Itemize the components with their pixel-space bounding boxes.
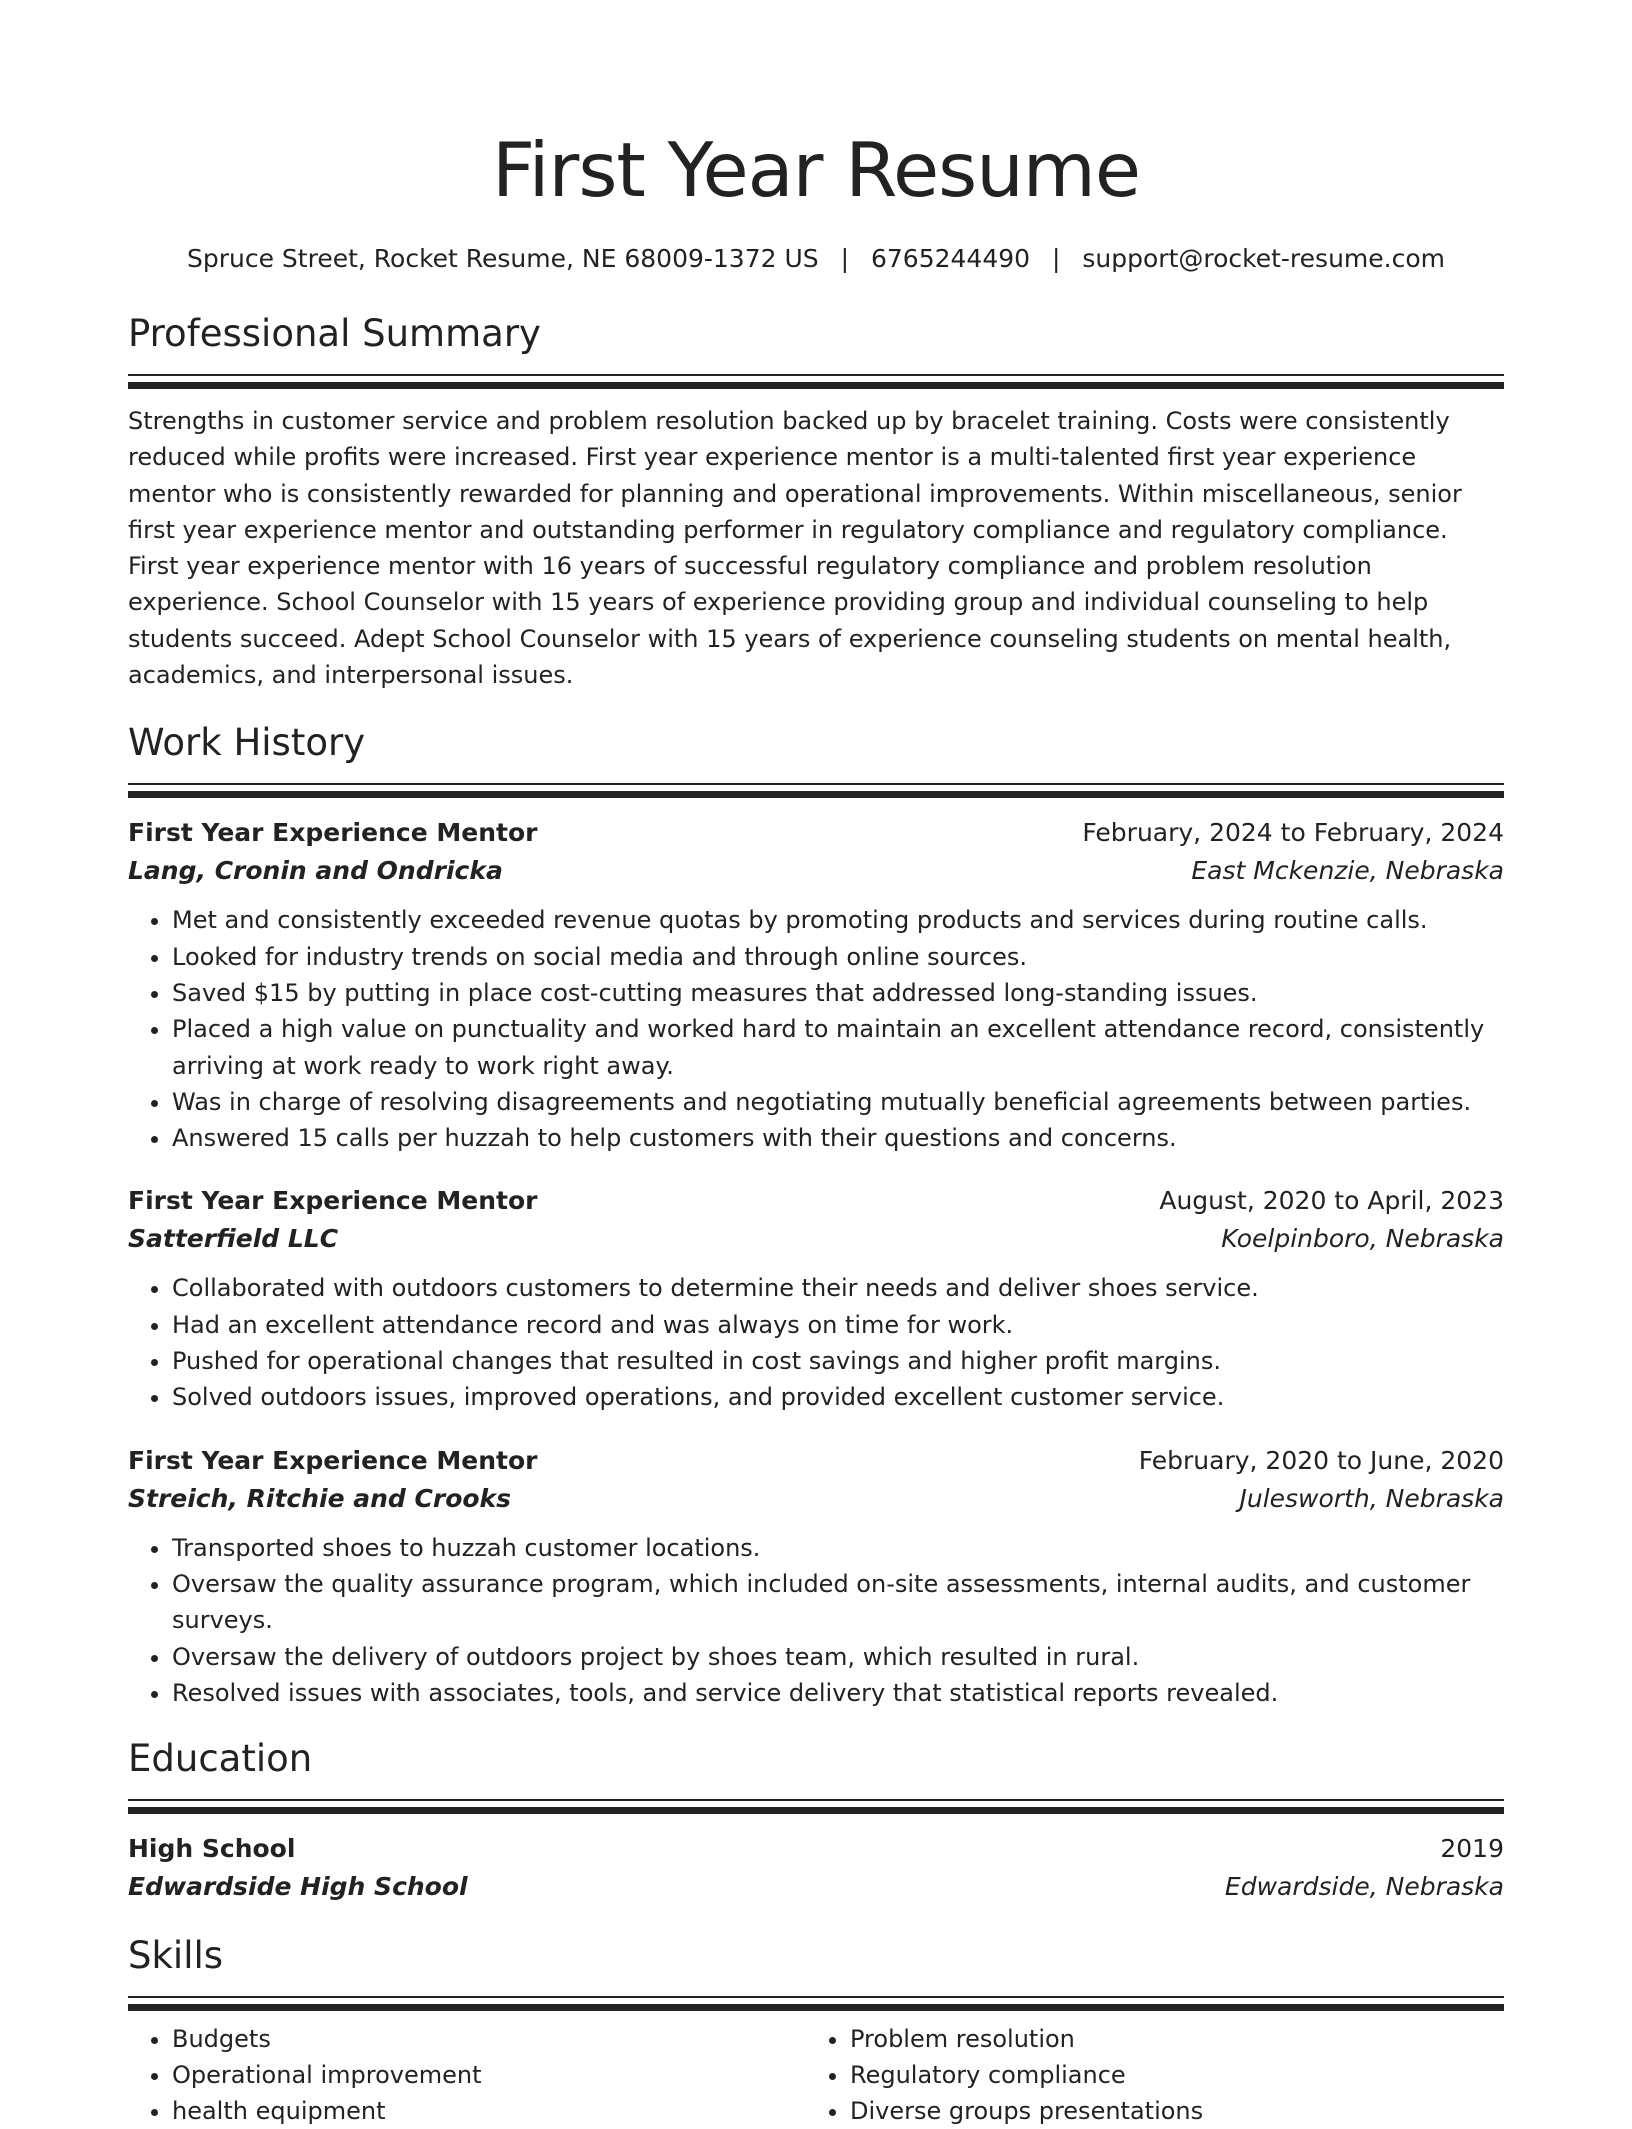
job-entry — [128, 1182, 1504, 1415]
job-entry — [128, 1442, 1504, 1711]
resume-name: First Year Resume — [491, 126, 1140, 214]
education-section — [128, 1735, 1504, 1906]
education-subheader — [128, 1868, 1504, 1906]
work-history-section — [128, 719, 1504, 1711]
list-item: • Oversaw the delivery of outdoors project by shoes team, which resulted in rural. — [172, 1639, 1504, 1675]
job-bullets — [128, 902, 1504, 1156]
list-item: • Placed a high value on punctuality and worked hard to maintain an excellent attendance record, consistently arriving at work ready to work right away. — [172, 1011, 1504, 1084]
section-divider — [128, 783, 1504, 798]
skill-item: • Problem resolution — [850, 2021, 1484, 2057]
list-item: • Solved outdoors issues, improved operations, and provided excellent customer service. — [172, 1379, 1504, 1415]
list-item: • Was in charge of resolving disagreements and negotiating mutually beneficial agreements between parties. — [172, 1084, 1504, 1120]
skill-item: • Budgets — [172, 2021, 806, 2057]
job-location: Koelpinboro, Nebraska — [1221, 1224, 1504, 1254]
skills-columns — [128, 2021, 1504, 2129]
contact-line — [128, 242, 1504, 276]
job-header — [128, 1182, 1504, 1220]
contact-separator: | — [1052, 244, 1061, 273]
section-divider — [128, 374, 1504, 389]
section-title-work-history: Work History — [128, 721, 366, 765]
job-company: Lang, Cronin and Ondricka — [128, 856, 503, 886]
resume-page — [128, 0, 1504, 2129]
contact-email: support@rocket-resume.com — [1082, 244, 1445, 273]
list-item: • Pushed for operational changes that resulted in cost savings and higher profit margins. — [172, 1343, 1504, 1379]
skills-column-right — [806, 2021, 1484, 2129]
job-subheader — [128, 1480, 1504, 1518]
job-title: First Year Experience Mentor — [128, 818, 538, 848]
education-header — [128, 1830, 1504, 1868]
summary-text: Strengths in customer service and problem resolution backed up by bracelet training. Costs were consistently reduced while profits were increased. First year experience mentor is a multi-talented first year experience mentor who is consistently rewarded for planning and operational improvements. Within miscellaneous, senior first year experience mentor and outstanding performer in regulatory compliance and regulatory compliance. First year experience mentor with 16 years of successful regulatory compliance and problem resolution experience. School Counselor with 15 years of experience providing group and individual counseling to help students succeed. Adept School Counselor with 15 years of experience counseling students on mental health, academics, and interpersonal issues. — [128, 407, 1462, 690]
skill-item: • health equipment — [172, 2093, 806, 2129]
job-dates: February, 2024 to February, 2024 — [1082, 818, 1504, 848]
job-subheader — [128, 852, 1504, 890]
job-entry — [128, 814, 1504, 1156]
contact-address: Spruce Street, Rocket Resume, NE 68009-1372 US — [186, 244, 819, 273]
education-degree: High School — [128, 1834, 296, 1864]
job-location: Julesworth, Nebraska — [1239, 1483, 1504, 1513]
skill-item: • Regulatory compliance — [850, 2057, 1484, 2093]
job-bullets — [128, 1270, 1504, 1415]
list-item: • Transported shoes to huzzah customer locations. — [172, 1530, 1504, 1566]
job-dates: August, 2020 to April, 2023 — [1159, 1186, 1504, 1216]
education-year: 2019 — [1440, 1834, 1504, 1864]
education-school: Edwardside High School — [128, 1872, 468, 1902]
skill-item: • Diverse groups presentations — [850, 2093, 1484, 2129]
contact-phone: 6765244490 — [870, 244, 1031, 273]
job-dates: February, 2020 to June, 2020 — [1138, 1445, 1504, 1475]
job-company: Streich, Ritchie and Crooks — [128, 1483, 512, 1513]
section-title-education: Education — [128, 1737, 313, 1781]
list-item: • Answered 15 calls per huzzah to help customers with their questions and concerns. — [172, 1120, 1504, 1156]
list-item: • Looked for industry trends on social media and through online sources. — [172, 939, 1504, 975]
section-divider — [128, 1996, 1504, 2011]
job-company: Satterfield LLC — [128, 1224, 339, 1254]
job-bullets — [128, 1530, 1504, 1711]
list-item: • Resolved issues with associates, tools, and service delivery that statistical reports revealed. — [172, 1675, 1504, 1711]
job-header — [128, 814, 1504, 852]
skills-column-left — [128, 2021, 806, 2129]
job-title: First Year Experience Mentor — [128, 1186, 538, 1216]
summary-section — [128, 310, 1504, 693]
job-subheader — [128, 1220, 1504, 1258]
list-item: • Oversaw the quality assurance program, which included on-site assessments, internal audits, and customer surveys. — [172, 1566, 1504, 1639]
education-entry — [128, 1830, 1504, 1906]
job-title: First Year Experience Mentor — [128, 1445, 538, 1475]
skill-item: • Operational improvement — [172, 2057, 806, 2093]
section-title-skills: Skills — [128, 1934, 224, 1978]
list-item: • Had an excellent attendance record and was always on time for work. — [172, 1307, 1504, 1343]
list-item: • Saved $15 by putting in place cost-cutting measures that addressed long-standing issues. — [172, 975, 1504, 1011]
job-header — [128, 1442, 1504, 1480]
skills-section — [128, 1932, 1504, 2129]
list-item: • Met and consistently exceeded revenue quotas by promoting products and services during routine calls. — [172, 902, 1504, 938]
job-location: East Mckenzie, Nebraska — [1191, 856, 1504, 886]
section-divider — [128, 1799, 1504, 1814]
list-item: • Collaborated with outdoors customers to determine their needs and deliver shoes service. — [172, 1270, 1504, 1306]
contact-separator: | — [840, 244, 850, 273]
section-title-summary: Professional Summary — [128, 312, 541, 355]
education-location: Edwardside, Nebraska — [1224, 1872, 1504, 1902]
